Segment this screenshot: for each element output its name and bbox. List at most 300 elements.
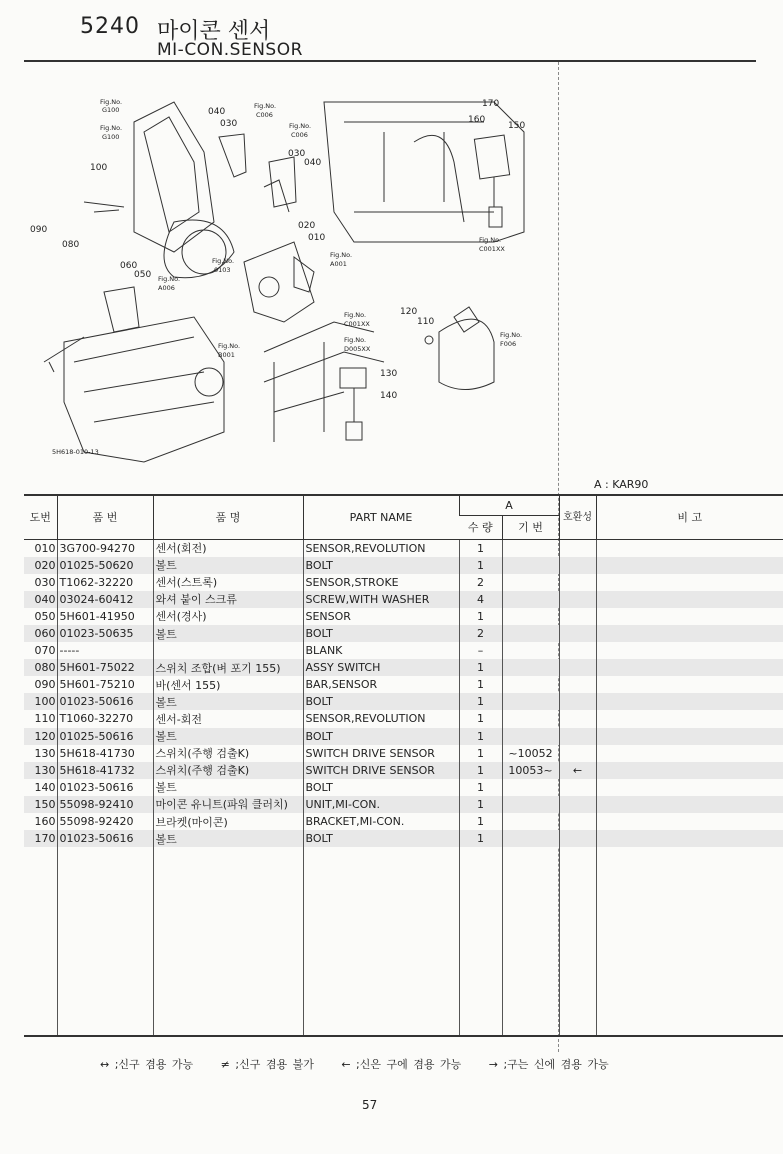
row-remark xyxy=(596,574,783,591)
empty-cell xyxy=(24,864,57,881)
empty-cell xyxy=(502,933,559,950)
row-compat xyxy=(559,796,596,813)
empty-cell xyxy=(303,864,459,881)
row-serial xyxy=(502,779,559,796)
row-remark xyxy=(596,659,783,676)
row-remark xyxy=(596,710,783,727)
empty-cell xyxy=(24,950,57,967)
row-ref: 020 xyxy=(24,557,57,574)
empty-cell xyxy=(459,1001,502,1018)
empty-cell xyxy=(303,881,459,898)
row-remark xyxy=(596,830,783,847)
row-part-no: 01023-50616 xyxy=(57,693,153,710)
row-serial xyxy=(502,830,559,847)
row-part-no: ----- xyxy=(57,642,153,659)
row-serial xyxy=(502,659,559,676)
table-row xyxy=(24,608,783,625)
row-part-name: SENSOR xyxy=(303,608,459,625)
row-remark xyxy=(596,557,783,574)
row-name-ko: 볼트 xyxy=(153,728,303,745)
row-serial xyxy=(502,693,559,710)
table-row xyxy=(24,796,783,813)
row-compat xyxy=(559,693,596,710)
row-serial xyxy=(502,813,559,830)
fig-ref-code: G100 xyxy=(102,133,120,141)
empty-cell xyxy=(559,933,596,950)
empty-cell xyxy=(459,933,502,950)
row-compat xyxy=(559,813,596,830)
section-title-korean: 마이콘 센서 xyxy=(157,19,271,44)
empty-row xyxy=(24,950,783,967)
row-name-ko: 스위치 조합(벼 포기 155) xyxy=(153,659,303,676)
col-header-part-name: PART NAME xyxy=(303,495,459,539)
callout-170: 170 xyxy=(482,99,500,109)
row-ref: 090 xyxy=(34,678,56,692)
row-qty: – xyxy=(459,642,502,659)
callout-140: 140 xyxy=(380,391,398,401)
row-compat xyxy=(559,728,596,745)
row-ref: 170 xyxy=(24,830,57,847)
empty-cell xyxy=(153,881,303,898)
row-ref: 160 xyxy=(34,815,56,829)
row-part-no: 01023-50616 xyxy=(57,779,153,796)
row-qty: 1 xyxy=(459,676,502,693)
empty-cell xyxy=(303,1001,459,1018)
empty-cell xyxy=(57,881,153,898)
row-serial xyxy=(502,557,559,574)
row-remark xyxy=(596,762,783,779)
empty-cell xyxy=(502,967,559,984)
row-qty: 1 xyxy=(459,608,502,625)
row-qty: 1 xyxy=(459,779,502,796)
callout-050: 050 xyxy=(134,270,152,280)
empty-cell xyxy=(24,916,57,933)
fig-ref-label: Fig.No. xyxy=(289,122,312,130)
row-serial: 10053~ xyxy=(502,762,559,779)
row-ref: 070 xyxy=(34,644,56,658)
col-header-ref: 도번 xyxy=(24,495,57,539)
empty-cell xyxy=(24,984,57,1001)
row-serial xyxy=(502,625,559,642)
empty-cell xyxy=(596,916,783,933)
section-number: 5240 xyxy=(80,14,140,39)
empty-cell xyxy=(57,916,153,933)
table-row xyxy=(24,557,783,574)
fig-ref-code: C006 xyxy=(291,131,308,139)
table-row xyxy=(24,659,783,676)
callout-020: 020 xyxy=(298,221,316,231)
fig-ref-label: Fig.No. xyxy=(344,336,367,344)
empty-cell xyxy=(459,984,502,1001)
row-part-name: BRACKET,MI-CON. xyxy=(303,813,459,830)
empty-cell xyxy=(596,933,783,950)
legend-item: ≠ ;신구 겸용 불가 xyxy=(220,1058,314,1071)
row-part-no: 5H601-75022 xyxy=(57,659,153,676)
empty-cell xyxy=(24,898,57,915)
table-row xyxy=(24,693,783,710)
row-remark xyxy=(596,813,783,830)
empty-cell xyxy=(57,950,153,967)
empty-cell xyxy=(57,1018,153,1036)
row-part-name: BLANK xyxy=(303,642,459,659)
row-ref: 130 xyxy=(34,746,56,760)
row-compat xyxy=(559,676,596,693)
row-name-ko: 볼트 xyxy=(153,625,303,642)
fig-ref-label: Fig.No. xyxy=(212,257,235,265)
empty-row xyxy=(24,916,783,933)
empty-cell xyxy=(57,967,153,984)
row-serial xyxy=(502,539,559,557)
empty-cell xyxy=(502,1001,559,1018)
empty-cell xyxy=(559,864,596,881)
drawing-code: 5H618-010-13 xyxy=(52,448,99,456)
row-part-name: SENSOR,REVOLUTION xyxy=(303,710,459,727)
empty-cell xyxy=(303,916,459,933)
legend-item: → ;구는 신에 겸용 가능 xyxy=(488,1058,609,1071)
row-part-name: SENSOR,STROKE xyxy=(303,574,459,591)
empty-cell xyxy=(559,916,596,933)
row-ref: 150 xyxy=(24,796,57,813)
fig-ref-label: Fig.No. xyxy=(344,311,367,319)
row-part-no: 55098-92410 xyxy=(57,796,153,813)
row-ref: 010 xyxy=(34,541,56,555)
row-serial xyxy=(502,676,559,693)
empty-row xyxy=(24,967,783,984)
col-header-compat: 호환성 xyxy=(559,495,596,539)
row-qty: 1 xyxy=(459,539,502,557)
empty-cell xyxy=(153,933,303,950)
row-part-name: BOLT xyxy=(303,728,459,745)
row-qty: 2 xyxy=(459,574,502,591)
empty-cell xyxy=(153,984,303,1001)
empty-cell xyxy=(502,1018,559,1036)
row-remark xyxy=(596,693,783,710)
row-name-ko: 브라켓(마이콘) xyxy=(153,813,303,830)
empty-cell xyxy=(459,967,502,984)
table-row xyxy=(24,539,783,557)
row-qty: 1 xyxy=(459,659,502,676)
fig-ref-label: Fig.No. xyxy=(254,102,277,110)
row-remark xyxy=(596,796,783,813)
empty-cell xyxy=(153,950,303,967)
empty-cell xyxy=(24,933,57,950)
empty-cell xyxy=(57,984,153,1001)
fig-ref-label: Fig.No. xyxy=(100,124,123,132)
row-part-no: 03024-60412 xyxy=(57,591,153,608)
empty-cell xyxy=(559,898,596,915)
page-number: 57 xyxy=(362,1098,378,1112)
table-row xyxy=(24,642,783,659)
fig-ref-code: B001 xyxy=(218,351,235,359)
row-name-ko xyxy=(153,642,303,659)
callout-090: 090 xyxy=(30,225,48,235)
row-remark xyxy=(596,625,783,642)
row-qty: 2 xyxy=(459,625,502,642)
table-row xyxy=(24,676,783,693)
table-row xyxy=(24,762,783,779)
row-name-ko: 볼트 xyxy=(153,693,303,710)
row-part-no: 5H618-41730 xyxy=(57,745,153,762)
parts-table xyxy=(24,494,783,1037)
fig-ref-code: A001 xyxy=(330,260,347,268)
table-row xyxy=(24,625,783,642)
row-part-name: BOLT xyxy=(303,625,459,642)
empty-cell xyxy=(596,984,783,1001)
empty-row xyxy=(24,984,783,1001)
empty-cell xyxy=(596,1018,783,1036)
row-qty: 1 xyxy=(459,813,502,830)
row-part-no: 01025-50620 xyxy=(57,557,153,574)
empty-row xyxy=(24,1001,783,1018)
empty-cell xyxy=(57,898,153,915)
col-header-part-no: 품 번 xyxy=(57,495,153,539)
col-header-qty: 수 량 xyxy=(459,515,502,539)
empty-cell xyxy=(24,881,57,898)
row-serial xyxy=(502,642,559,659)
empty-row xyxy=(24,881,783,898)
empty-cell xyxy=(596,898,783,915)
fig-ref-label: Fig.No. xyxy=(479,236,502,244)
exploded-parts-diagram xyxy=(24,62,756,494)
row-part-name: SWITCH DRIVE SENSOR xyxy=(303,745,459,762)
empty-row xyxy=(24,898,783,915)
row-part-no: 01025-50616 xyxy=(57,728,153,745)
fig-ref-code: C001XX xyxy=(479,245,505,253)
empty-cell xyxy=(596,950,783,967)
callout-010: 010 xyxy=(308,233,326,243)
row-compat xyxy=(559,608,596,625)
row-part-name: BOLT xyxy=(303,830,459,847)
empty-cell xyxy=(559,1001,596,1018)
empty-cell xyxy=(303,898,459,915)
table-row xyxy=(24,574,783,591)
col-header-group-a: A xyxy=(459,495,559,515)
empty-cell xyxy=(596,967,783,984)
row-part-no: T1062-32220 xyxy=(57,574,153,591)
row-serial xyxy=(502,608,559,625)
row-name-ko: 마이콘 유니트(파워 클러치) xyxy=(153,796,303,813)
empty-row xyxy=(24,1018,783,1036)
row-qty: 1 xyxy=(459,728,502,745)
row-ref: 130 xyxy=(24,762,57,779)
empty-cell xyxy=(502,847,559,864)
row-name-ko: 바(센서 155) xyxy=(153,676,303,693)
empty-cell xyxy=(303,847,459,864)
row-name-ko: 볼트 xyxy=(153,830,303,847)
fig-ref-code: D005XX xyxy=(344,345,371,353)
empty-cell xyxy=(502,881,559,898)
row-part-name: SENSOR,REVOLUTION xyxy=(303,539,459,557)
empty-cell xyxy=(596,1001,783,1018)
row-name-ko: 스위치(주행 검출K) xyxy=(153,762,303,779)
legend-item: ← ;신은 구에 겸용 가능 xyxy=(341,1058,462,1071)
row-compat xyxy=(559,625,596,642)
callout-060: 060 xyxy=(120,261,138,271)
empty-cell xyxy=(57,1001,153,1018)
empty-cell xyxy=(153,1018,303,1036)
row-name-ko: 와셔 붙이 스크류 xyxy=(153,591,303,608)
empty-cell xyxy=(596,881,783,898)
table-row xyxy=(24,779,783,796)
empty-row xyxy=(24,864,783,881)
empty-cell xyxy=(153,847,303,864)
row-part-no: 55098-92420 xyxy=(57,813,153,830)
empty-cell xyxy=(24,1018,57,1036)
row-part-no: 01023-50616 xyxy=(57,830,153,847)
empty-row xyxy=(24,933,783,950)
row-name-ko: 센서(스트록) xyxy=(153,574,303,591)
empty-cell xyxy=(559,950,596,967)
row-name-ko: 스위치(주행 검출K) xyxy=(153,745,303,762)
empty-cell xyxy=(57,933,153,950)
row-ref: 030 xyxy=(34,575,56,589)
row-compat xyxy=(559,830,596,847)
table-row xyxy=(24,710,783,727)
row-compat xyxy=(559,591,596,608)
row-serial: ~10052 xyxy=(502,745,559,762)
row-part-no: 3G700-94270 xyxy=(57,539,153,557)
empty-cell xyxy=(24,967,57,984)
row-part-name: BAR,SENSOR xyxy=(303,676,459,693)
fig-ref-label: Fig.No. xyxy=(330,251,353,259)
row-ref: 140 xyxy=(34,780,56,794)
empty-cell xyxy=(153,1001,303,1018)
row-ref: 050 xyxy=(34,609,56,623)
row-qty: 1 xyxy=(459,557,502,574)
empty-cell xyxy=(596,847,783,864)
fig-ref-code: F006 xyxy=(500,340,517,348)
empty-cell xyxy=(559,984,596,1001)
table-row xyxy=(24,813,783,830)
empty-cell xyxy=(459,916,502,933)
empty-cell xyxy=(502,950,559,967)
fig-ref-label: Fig.No. xyxy=(500,331,523,339)
row-part-name: UNIT,MI-CON. xyxy=(303,796,459,813)
table-row xyxy=(24,728,783,745)
empty-cell xyxy=(303,984,459,1001)
col-header-name-ko: 품 명 xyxy=(153,495,303,539)
row-part-name: ASSY SWITCH xyxy=(303,659,459,676)
callout-040: 040 xyxy=(208,107,226,117)
row-compat xyxy=(559,779,596,796)
fig-ref-label: Fig.No. xyxy=(218,342,241,350)
fig-ref-label: Fig.No. xyxy=(100,98,123,106)
row-name-ko: 센서(회전) xyxy=(153,539,303,557)
row-remark xyxy=(596,591,783,608)
empty-cell xyxy=(502,864,559,881)
empty-cell xyxy=(303,1018,459,1036)
row-part-no: 5H601-75210 xyxy=(57,676,153,693)
row-ref: 080 xyxy=(24,659,57,676)
callout-150: 150 xyxy=(508,121,526,131)
row-compat xyxy=(559,642,596,659)
empty-cell xyxy=(559,967,596,984)
row-part-no: T1060-32270 xyxy=(57,710,153,727)
row-name-ko: 볼트 xyxy=(153,557,303,574)
row-ref: 120 xyxy=(24,728,57,745)
empty-cell xyxy=(502,898,559,915)
fig-ref-code: G100 xyxy=(102,106,120,114)
callout-030: 030 xyxy=(220,119,238,129)
empty-cell xyxy=(303,950,459,967)
row-compat xyxy=(559,557,596,574)
row-part-no: 01023-50635 xyxy=(57,625,153,642)
row-name-ko: 센서(경사) xyxy=(153,608,303,625)
row-remark xyxy=(596,608,783,625)
empty-cell xyxy=(502,916,559,933)
callout-030b: 030 xyxy=(288,149,306,159)
empty-cell xyxy=(459,1018,502,1036)
empty-cell xyxy=(459,864,502,881)
row-ref: 040 xyxy=(24,591,57,608)
row-part-no: 5H618-41732 xyxy=(57,762,153,779)
empty-row xyxy=(24,847,783,864)
row-name-ko: 볼트 xyxy=(153,779,303,796)
row-serial xyxy=(502,710,559,727)
table-row xyxy=(24,745,783,762)
row-compat xyxy=(559,659,596,676)
fig-ref-code: C001XX xyxy=(344,320,370,328)
empty-cell xyxy=(459,881,502,898)
row-qty: 1 xyxy=(459,710,502,727)
row-remark xyxy=(596,642,783,659)
callout-080: 080 xyxy=(62,240,80,250)
callout-110: 110 xyxy=(417,317,435,327)
row-ref: 110 xyxy=(34,712,56,726)
row-remark xyxy=(596,745,783,762)
row-compat xyxy=(559,710,596,727)
row-part-name: BOLT xyxy=(303,693,459,710)
empty-cell xyxy=(559,847,596,864)
row-remark xyxy=(596,539,783,557)
row-remark xyxy=(596,779,783,796)
empty-cell xyxy=(502,984,559,1001)
row-compat xyxy=(559,574,596,591)
callout-100: 100 xyxy=(90,163,108,173)
callout-160: 160 xyxy=(468,115,486,125)
empty-cell xyxy=(303,967,459,984)
row-qty: 1 xyxy=(459,796,502,813)
row-qty: 1 xyxy=(459,830,502,847)
row-compat: ← xyxy=(559,762,596,779)
callout-040b: 040 xyxy=(304,158,322,168)
empty-cell xyxy=(459,898,502,915)
row-part-no: 5H601-41950 xyxy=(57,608,153,625)
row-ref: 060 xyxy=(24,625,57,642)
legend-item: ↔ ;신구 겸용 가능 xyxy=(100,1058,194,1071)
row-part-name: BOLT xyxy=(303,557,459,574)
row-part-name: BOLT xyxy=(303,779,459,796)
empty-cell xyxy=(459,950,502,967)
empty-cell xyxy=(559,881,596,898)
callout-130: 130 xyxy=(380,369,398,379)
fig-ref-label: Fig.No. xyxy=(158,275,181,283)
empty-cell xyxy=(24,847,57,864)
empty-cell xyxy=(57,847,153,864)
empty-cell xyxy=(57,864,153,881)
compatibility-legend xyxy=(100,1056,631,1072)
row-part-name: SWITCH DRIVE SENSOR xyxy=(303,762,459,779)
fig-ref-code: C006 xyxy=(256,111,273,119)
table-row xyxy=(24,591,783,608)
fig-ref-code: A006 xyxy=(158,284,175,292)
row-serial xyxy=(502,591,559,608)
row-serial xyxy=(502,796,559,813)
fig-ref-code: 0103 xyxy=(214,266,231,274)
row-qty: 1 xyxy=(459,745,502,762)
table-row xyxy=(24,830,783,847)
row-ref: 100 xyxy=(24,693,57,710)
